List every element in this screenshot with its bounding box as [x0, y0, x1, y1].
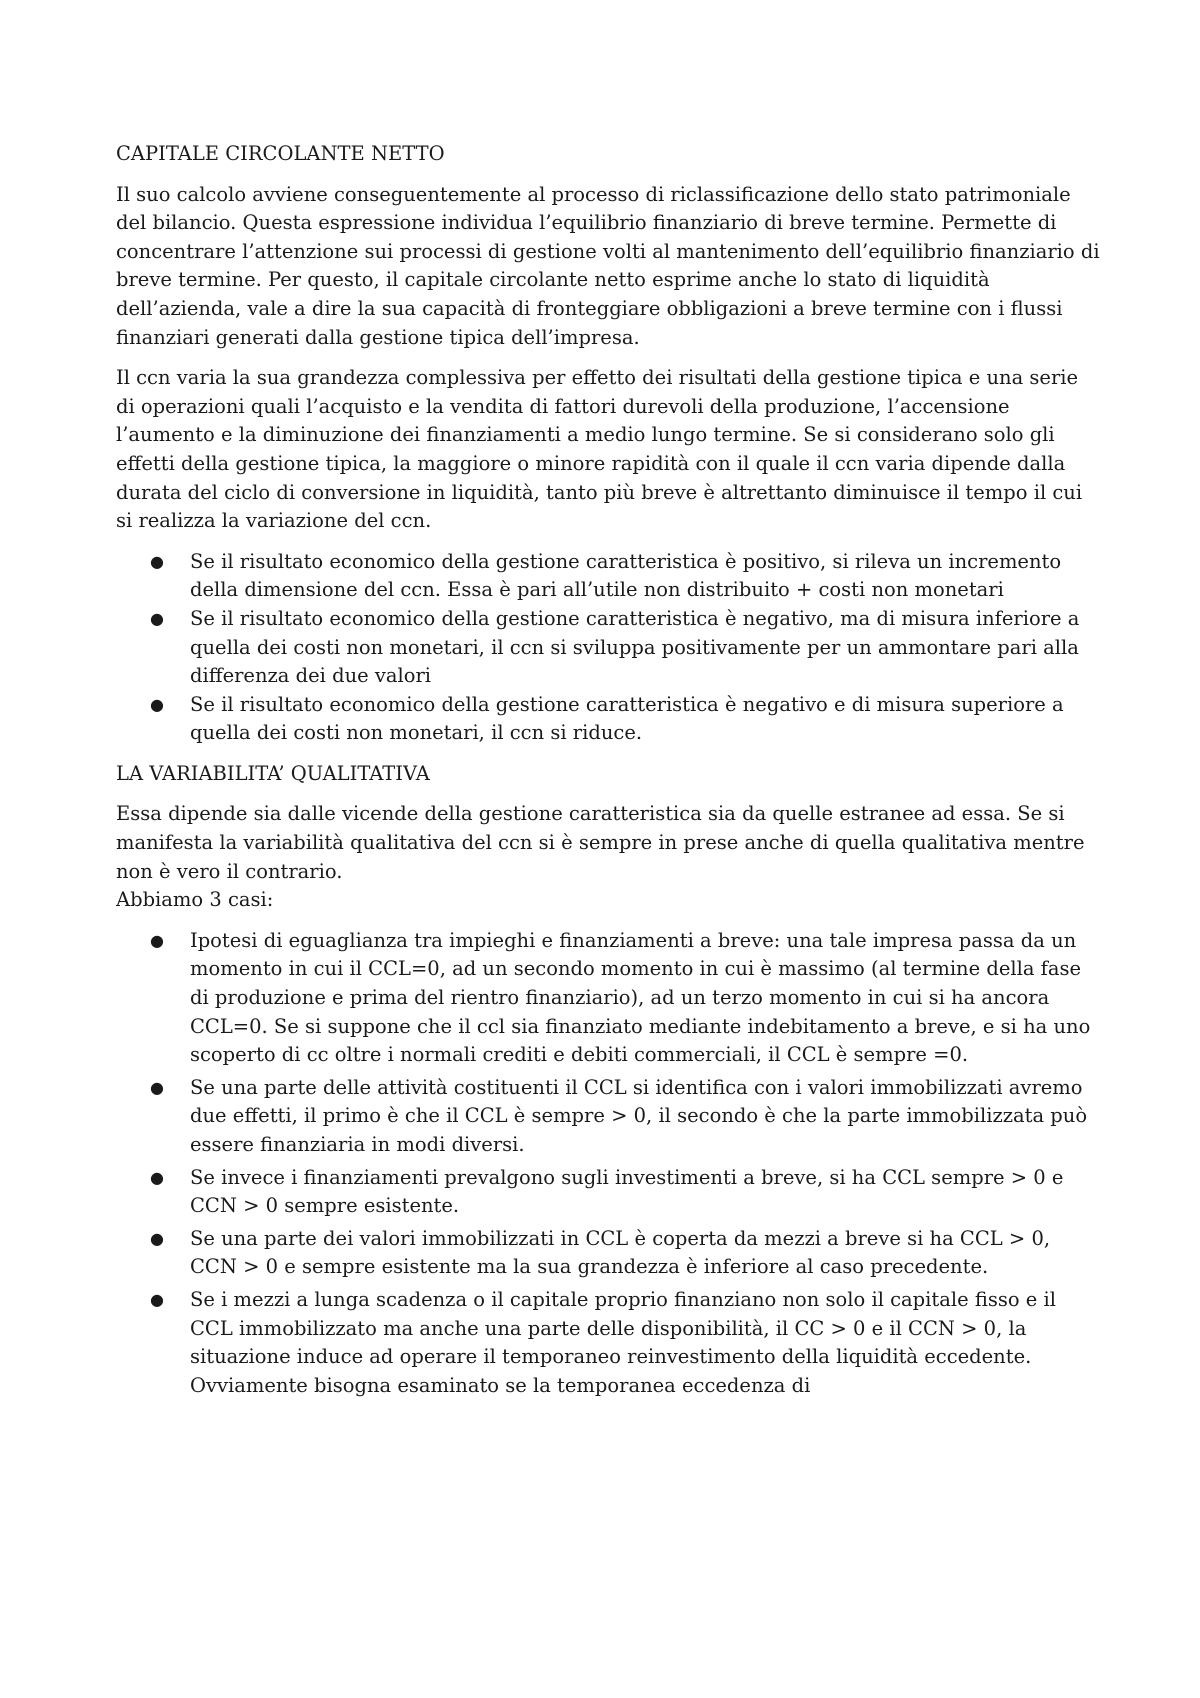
list-item-text: Se il risultato economico della gestione caratteristica è positivo, si rileva un incremento della dimensione del ccn. Essa è pari all’utile non distribuito + costi non monetari: [190, 549, 1062, 602]
list-item-text: Se il risultato economico della gestione caratteristica è negativo, ma di misura inferiore a quella dei costi non monetari, il ccn si sviluppa positivamente per un ammontare pari alla differenza dei due valori: [190, 606, 1080, 688]
bullet-icon: ●: [150, 1289, 164, 1309]
section-heading-ccn: CAPITALE CIRCOLANTE NETTO: [116, 142, 445, 165]
list-item: [116, 1286, 1100, 1400]
list-item-text: Ipotesi di eguaglianza tra impieghi e finanziamenti a breve: una tale impresa passa da un momento in cui il CCL=0, ad un secondo momento in cui è massimo (al termine della fase di produzione e prima del rientro finanziario), ad un terzo momento in cui si ha ancora CCL=0. Se si suppone che il ccl sia finanziato mediante indebitamento a breve, e si ha uno scoperto di cc oltre i normali crediti e debiti commerciali, il CCL è sempre =0.: [190, 928, 1091, 1067]
bullet-icon: ●: [150, 694, 164, 714]
list-item-text: Se una parte dei valori immobilizzati in CCL è coperta da mezzi a breve si ha CCL > 0, CCN > 0 e sempre esistente ma la sua grandezza è inferiore al caso precedente.: [190, 1226, 1051, 1279]
list-item: [116, 1225, 1100, 1282]
bullet-list-casi: [116, 927, 1100, 1401]
list-item-text: Se il risultato economico della gestione caratteristica è negativo e di misura superiore a quella dei costi non monetari, il ccn si riduce.: [190, 692, 1064, 745]
list-item-text: Se invece i finanziamenti prevalgono sugli investimenti a breve, si ha CCL sempre > 0 e CCN > 0 sempre esistente.: [190, 1165, 1064, 1218]
list-item-text: Se i mezzi a lunga scadenza o il capitale proprio finanziano non solo il capitale fisso e il CCL immobilizzato ma anche una parte delle disponibilità, il CC > 0 e il CCN > 0, la situazione induce ad operare il temporaneo reinvestimento della liquidità eccedente. Ovviamente bisogna esaminato se la temporanea eccedenza di: [190, 1287, 1057, 1397]
bullet-icon: ●: [150, 1228, 164, 1248]
list-item: [116, 1074, 1100, 1160]
paragraph-intro-casi: Abbiamo 3 casi:: [116, 888, 274, 912]
document-body: [116, 140, 1100, 1412]
paragraph-ccn-definition: Il suo calcolo avviene conseguentemente al processo di riclassificazione dello stato patrimoniale del bilancio. Questa espressione individua l’equilibrio finanziario di breve termine. Permette di concentrare l’attenzione sui processi di gestione volti al mantenimento dell’equilibrio finanziario di breve termine. Per questo, il capitale circolante netto esprime anche lo stato di liquidità dell’azienda, vale a dire la sua capacità di fronteggiare obbligazioni a breve termine con i flussi finanziari generati dalla gestione tipica dell’impresa.: [116, 182, 1100, 349]
bullet-icon: ●: [150, 608, 164, 628]
list-item: [116, 1164, 1100, 1221]
list-item: [116, 605, 1100, 691]
bullet-icon: ●: [150, 930, 164, 950]
paragraph-ccn-variation: Il ccn varia la sua grandezza complessiva per effetto dei risultati della gestione tipica e una serie di operazioni quali l’acquisto e la vendita di fattori durevoli della produzione, l’accensione l’aumento e la diminuzione dei finanziamenti a medio lungo termine. Se si considerano solo gli effetti della gestione tipica, la maggiore o minore rapidità con il quale il ccn varia dipende dalla durata del ciclo di conversione in liquidità, tanto più breve è altrettanto diminuisce il tempo il cui si realizza la variazione del ccn.: [116, 366, 1083, 533]
bullet-icon: ●: [150, 1077, 164, 1097]
section-heading-variabilita: LA VARIABILITA’ QUALITATIVA: [116, 761, 430, 785]
paragraph-variabilita: Essa dipende sia dalle vicende della gestione caratteristica sia da quelle estranee ad essa. Se si manifesta la variabilità qualitativa del ccn si è sempre in prese anche di quella qualitativa mentre non è vero il contrario.: [116, 802, 1085, 883]
list-item: [116, 548, 1100, 605]
list-item: [116, 927, 1100, 1070]
list-item-text: Se una parte delle attività costituenti il CCL si identifica con i valori immobilizzati avremo due effetti, il primo è che il CCL è sempre > 0, il secondo è che la parte immobilizzata può essere finanziaria in modi diversi.: [190, 1075, 1088, 1156]
bullet-icon: ●: [150, 551, 164, 571]
bullet-list-ccn-effects: [116, 548, 1100, 748]
bullet-icon: ●: [150, 1167, 164, 1187]
list-item: [116, 691, 1100, 748]
